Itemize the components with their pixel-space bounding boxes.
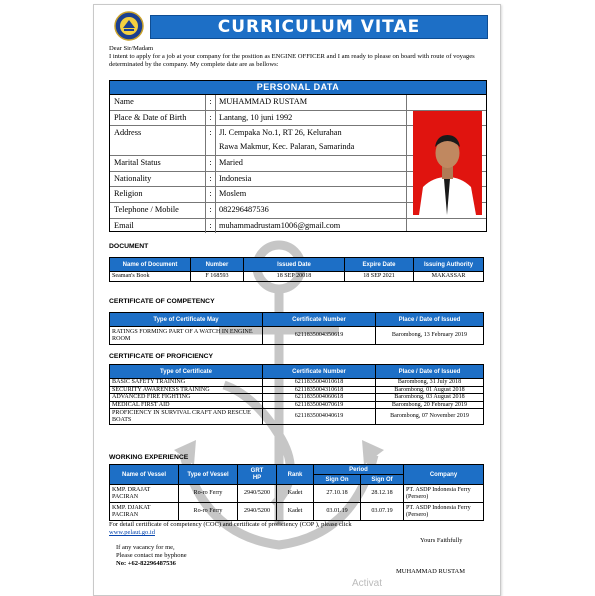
table-row xyxy=(110,272,484,282)
cop-section-title: CERTIFICATE OF PROFICIENCY xyxy=(109,353,214,360)
col-header: Period xyxy=(314,465,404,475)
row-colon: : xyxy=(206,156,216,171)
sign-on: 03.01.19 xyxy=(314,503,361,521)
row-label: Nationality xyxy=(110,172,206,187)
col-header-grt xyxy=(238,465,277,485)
company: PT. ASDP Indonesia Ferry (Persero) xyxy=(404,503,484,521)
cv-title: CURRICULUM VITAE xyxy=(150,15,488,39)
rank: Kadet xyxy=(277,503,314,521)
col-header: Sign On xyxy=(314,475,361,485)
cert-type: RATINGS FORMING PART OF A WATCH IN ENGINE ROOM xyxy=(110,327,263,345)
cert-type: SECURITY AWARENESS TRAINING xyxy=(110,386,263,394)
work-table xyxy=(109,464,484,521)
table-header-row xyxy=(110,258,484,272)
row-value xyxy=(216,126,404,155)
rank: Kadet xyxy=(277,485,314,503)
profile-photo xyxy=(413,111,482,215)
cop-table xyxy=(109,364,484,425)
row-colon: : xyxy=(206,172,216,187)
cert-number: 6211835004070619 xyxy=(263,401,376,409)
yours-faithfully: Yours Faithfully xyxy=(420,537,463,544)
vessel-name: KMP. DJAKAT PACIRAN xyxy=(110,503,179,521)
table-row xyxy=(110,409,484,425)
address-line-2: Rawa Makmur, Kec. Palaran, Samarinda xyxy=(219,142,355,152)
row-value: 082296487536 xyxy=(219,204,269,214)
cert-number: 6211835004010618 xyxy=(263,379,376,387)
sign-off: 03.07.19 xyxy=(361,503,404,521)
sign-off: 28.12.18 xyxy=(361,485,404,503)
address-line-1: Jl. Cempaka No.1, RT 26, Kelurahan xyxy=(219,128,342,138)
cert-number: 6211835004060618 xyxy=(263,394,376,402)
contact-phone: No: +62-82296487536 xyxy=(116,560,176,567)
cert-place-date: Barombong, 01 August 2018 xyxy=(376,386,484,394)
photo-cell xyxy=(406,95,487,231)
table-row xyxy=(110,379,484,387)
intro-letter xyxy=(109,45,489,68)
doc-authority: MAKASSAR xyxy=(414,272,484,282)
cert-type: MEDICAL FIRST AID xyxy=(110,401,263,409)
sign-on: 27.10.18 xyxy=(314,485,361,503)
col-header: Place / Date of Issued xyxy=(376,365,484,379)
cert-place-date: Barombong, 07 November 2019 xyxy=(376,409,484,425)
table-header-row xyxy=(110,365,484,379)
col-header: Number xyxy=(191,258,244,272)
row-colon: : xyxy=(206,126,216,155)
col-header: Type of Certificate May xyxy=(110,313,263,327)
row-colon: : xyxy=(206,111,216,126)
row-value: MUHAMMAD RUSTAM xyxy=(219,97,308,106)
table-row xyxy=(110,503,484,521)
cert-number: 6211835004350619 xyxy=(263,327,376,345)
coc-section-title: CERTIFICATE OF COMPETENCY xyxy=(109,298,215,305)
document-section-title: DOCUMENT xyxy=(109,243,149,250)
row-colon: : xyxy=(206,203,216,218)
table-header-row xyxy=(110,465,484,475)
row-label: Religion xyxy=(110,187,206,202)
doc-issued: 18 SEP 20018 xyxy=(244,272,345,282)
personal-data-table xyxy=(109,80,487,232)
signature-name: MUHAMMAD RUSTAM xyxy=(396,568,466,575)
row-label: Marital Status xyxy=(110,156,206,171)
ministry-logo-icon xyxy=(114,11,144,41)
row-value: Moslem xyxy=(219,189,247,199)
col-header: Company xyxy=(404,465,484,485)
col-header: Name of Document xyxy=(110,258,191,272)
cert-number: 6211835004040619 xyxy=(263,409,376,425)
table-row xyxy=(110,327,484,345)
document-table xyxy=(109,257,484,282)
cert-number: 6211835004310618 xyxy=(263,386,376,394)
company: PT. ASDP Indonesia Ferry (Persero) xyxy=(404,485,484,503)
personal-data-header: PERSONAL DATA xyxy=(110,81,486,95)
greeting: Dear Sir/Madam xyxy=(109,45,154,52)
cv-page xyxy=(93,4,501,596)
row-value: muhammadrustam1006@gmail.com xyxy=(219,220,341,230)
row-label: Telephone / Mobile xyxy=(110,203,206,218)
col-header: Place / Date of Issued xyxy=(376,313,484,327)
row-label: Name xyxy=(110,95,206,110)
table-header-row xyxy=(110,313,484,327)
contact-line-2: Please contact me byphone xyxy=(116,552,187,559)
row-value: Lantang, 10 juni 1992 xyxy=(219,112,293,122)
cert-type: PROFICIENCY IN SURVIVAL CRAFT AND RESCUE BOATS xyxy=(110,409,263,425)
vessel-type: Ro-ro Ferry xyxy=(179,485,238,503)
activate-overlay-text: Activat xyxy=(352,578,383,589)
vessel-grt: 2940/5200 xyxy=(238,503,277,521)
cert-place-date: Barombong, 13 February 2019 xyxy=(376,327,484,345)
table-row xyxy=(110,386,484,394)
row-colon: : xyxy=(206,219,216,234)
col-header: Issuing Authority xyxy=(414,258,484,272)
doc-expire: 18 SEP 2021 xyxy=(345,272,414,282)
row-label: Place & Date of Birth xyxy=(110,111,206,126)
row-colon: : xyxy=(206,95,216,110)
footer-detail: For detail certificate of competency (COC) and certificate of proficiency (COP ), please click xyxy=(109,521,352,528)
table-row xyxy=(110,485,484,503)
col-header: Certificate Number xyxy=(263,313,376,327)
row-value: Indonesia xyxy=(219,173,252,183)
col-header: Rank xyxy=(277,465,314,485)
vessel-type: Ro-ro Ferry xyxy=(179,503,238,521)
col-header: Name of Vessel xyxy=(110,465,179,485)
col-header: Sign Of xyxy=(361,475,404,485)
cert-place-date: Barombong, 03 August 2018 xyxy=(376,394,484,402)
pelaut-link[interactable]: www.pelaut.go.id xyxy=(109,529,155,536)
intro-text: I intent to apply for a job at your company for the position as ENGINE OFFICER and I am ready to please on board with route of voyages determinated by the company. My complete date are as bellows: xyxy=(109,52,475,68)
work-section-title: WORKING EXPERIENCE xyxy=(109,454,189,461)
row-value: Maried xyxy=(219,158,243,168)
grt-label: GRT xyxy=(250,467,264,474)
vessel-grt: 2940/5200 xyxy=(238,485,277,503)
vessel-name: KMP. DRAJAT PACIRAN xyxy=(110,485,179,503)
cert-type: BASIC SAFETY TRAINING xyxy=(110,379,263,387)
cert-type: ADVANCED FIRE FIGHTING xyxy=(110,394,263,402)
coc-table xyxy=(109,312,484,345)
col-header: Issued Date xyxy=(244,258,345,272)
doc-name: Seaman's Book xyxy=(110,272,191,282)
col-header: Certificate Number xyxy=(263,365,376,379)
contact-line-1: If any vacancy for me, xyxy=(116,544,175,551)
row-label: Email xyxy=(110,219,206,234)
col-header: Type of Vessel xyxy=(179,465,238,485)
cert-place-date: Barombong, 20 February 2019 xyxy=(376,401,484,409)
table-row xyxy=(110,394,484,402)
doc-number: F 168593 xyxy=(191,272,244,282)
col-header: Type of Certificate xyxy=(110,365,263,379)
col-header: Expire Date xyxy=(345,258,414,272)
cert-place-date: Barombong, 31 July 2018 xyxy=(376,379,484,387)
row-colon: : xyxy=(206,187,216,202)
table-row xyxy=(110,401,484,409)
row-label: Address xyxy=(110,126,206,155)
hp-label: HP xyxy=(252,474,262,481)
